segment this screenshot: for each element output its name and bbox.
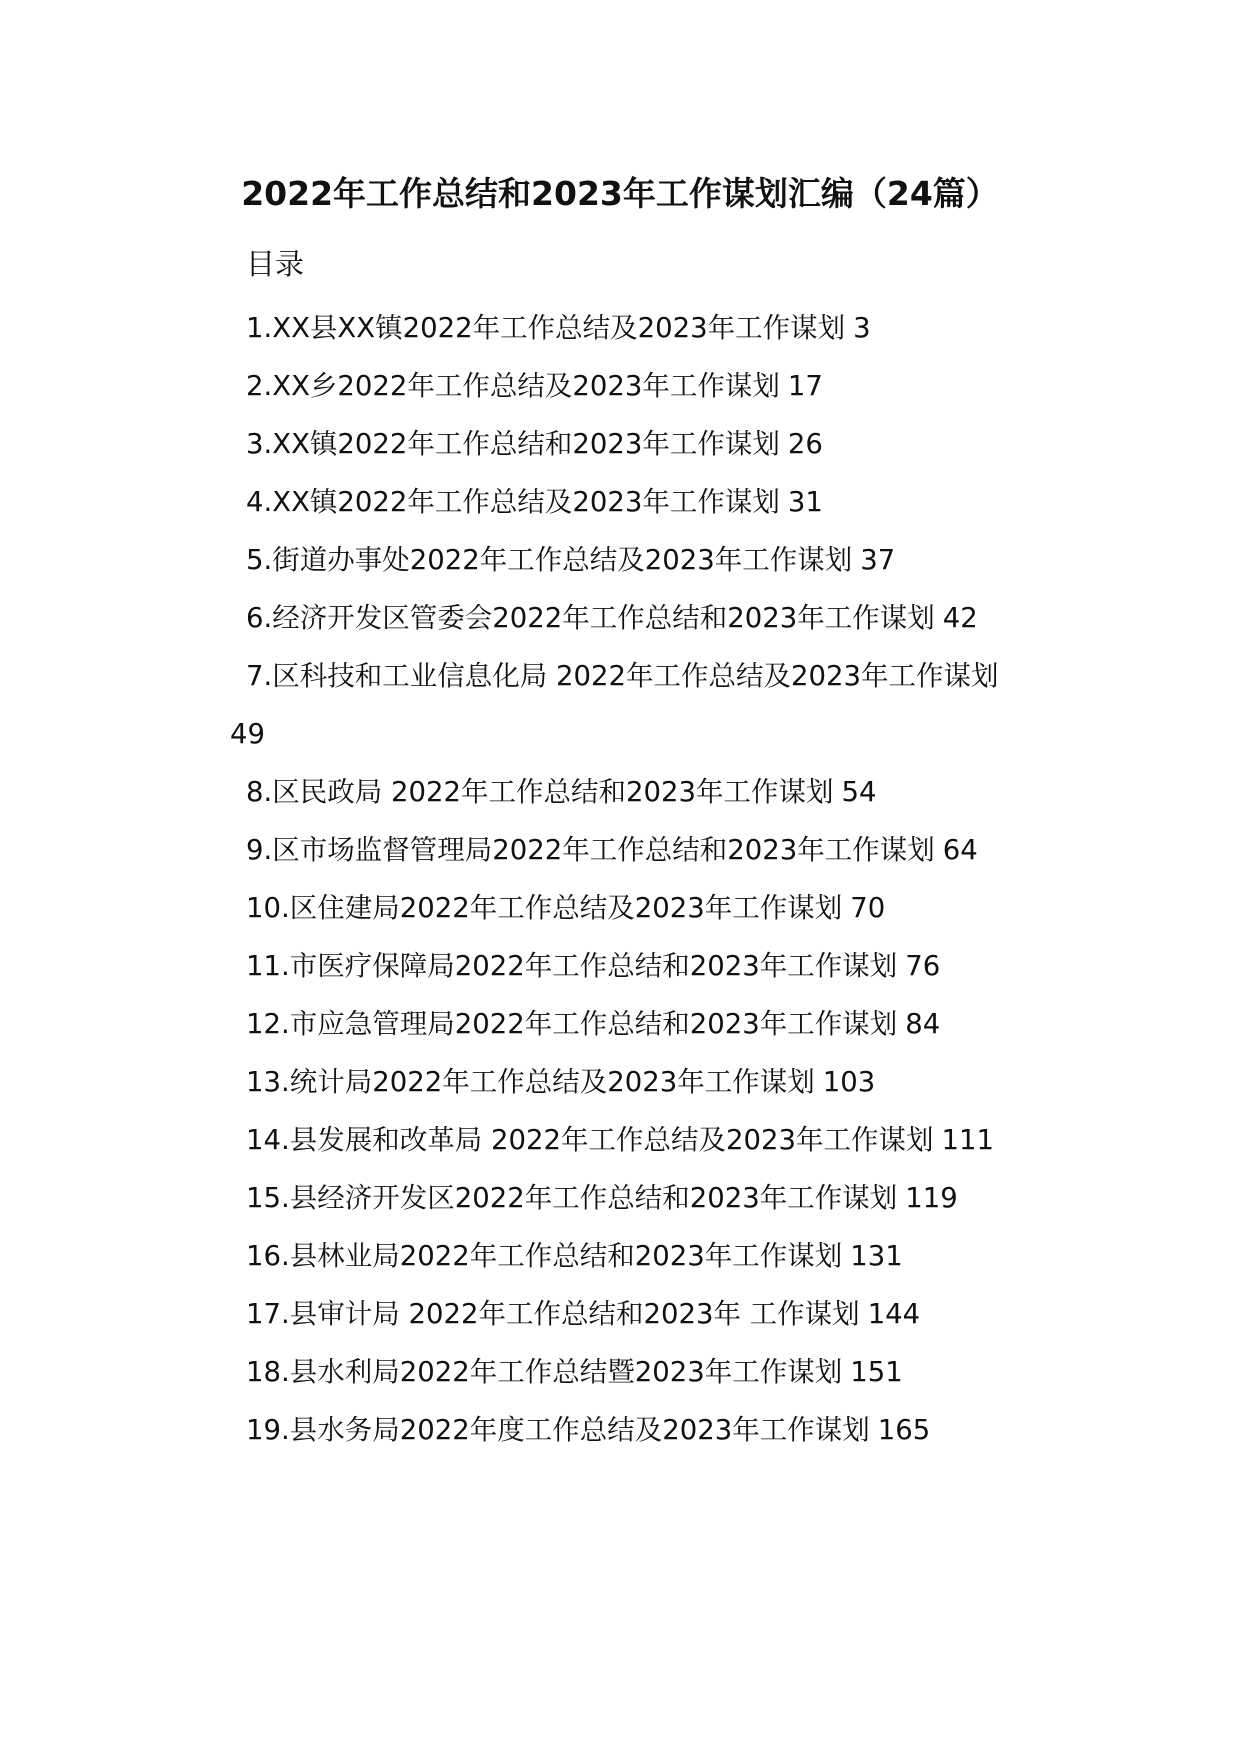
toc-entry-page: 3 (853, 312, 871, 344)
toc-entry-page: 37 (860, 544, 896, 576)
toc-entry-title: 2.XX乡2022年工作总结及2023年工作谋划 (246, 370, 780, 402)
toc-entry (246, 1352, 903, 1392)
toc-entry-page: 31 (787, 486, 823, 518)
toc-entry-page: 49 (230, 718, 265, 750)
toc-entry-title: 11.市医疗保障局2022年工作总结和2023年工作谋划 (246, 950, 898, 982)
document-title: 2022年工作总结和2023年工作谋划汇编（24篇） (241, 174, 999, 213)
toc-entry (246, 540, 895, 580)
toc-entry-title: 4.XX镇2022年工作总结及2023年工作谋划 (246, 486, 780, 518)
toc-entry-page: 84 (905, 1008, 941, 1040)
toc-entry (246, 946, 940, 986)
toc-entry-page: 70 (850, 892, 886, 924)
toc-entry (246, 1236, 903, 1276)
toc-entry-page: 17 (787, 370, 823, 402)
toc-entry-title: 8.区民政局 2022年工作总结和2023年工作谋划 (246, 776, 834, 808)
toc-entry-page: 26 (787, 428, 823, 460)
toc-heading: 目录 (246, 247, 305, 281)
toc-entry-title: 13.统计局2022年工作总结及2023年工作谋划 (246, 1066, 815, 1098)
toc-entry (246, 772, 876, 812)
toc-entry-page: 165 (877, 1414, 931, 1446)
toc-entry (246, 1062, 875, 1102)
toc-entry (246, 656, 998, 696)
toc-entry (246, 1294, 920, 1334)
toc-entry (246, 1120, 994, 1160)
toc-entry-page: 111 (941, 1124, 994, 1156)
toc-entry (246, 888, 885, 928)
toc-entry-title: 3.XX镇2022年工作总结和2023年工作谋划 (246, 428, 780, 460)
toc-entry-page: 54 (841, 776, 877, 808)
toc-entry-title: 19.县水务局2022年度工作总结及2023年工作谋划 (246, 1414, 870, 1446)
toc-entry (246, 424, 823, 464)
toc-entry-title: 5.街道办事处2022年工作总结及2023年工作谋划 (246, 544, 853, 576)
toc-entry (246, 1004, 940, 1044)
toc-entry-title: 6.经济开发区管委会2022年工作总结和2023年工作谋划 (246, 602, 935, 634)
toc-entry-page: 131 (850, 1240, 903, 1272)
toc-entry (246, 1410, 930, 1450)
toc-entry (246, 598, 978, 638)
toc-entry (246, 1178, 958, 1218)
toc-entry (246, 366, 823, 406)
toc-entry-title: 12.市应急管理局2022年工作总结和2023年工作谋划 (246, 1008, 898, 1040)
toc-entry-title: 7.区科技和工业信息化局 2022年工作总结及2023年工作谋划 (246, 660, 999, 692)
toc-entry-title: 15.县经济开发区2022年工作总结和2023年工作谋划 (246, 1182, 898, 1214)
toc-entry (246, 482, 823, 522)
toc-entry-page: 76 (905, 950, 941, 982)
toc-entry-page: 119 (905, 1182, 958, 1214)
toc-entry-page: 151 (850, 1356, 903, 1388)
toc-entry-page: 64 (942, 834, 978, 866)
toc-entry (246, 830, 978, 870)
toc-entry (246, 308, 871, 348)
toc-entry-page: 42 (942, 602, 978, 634)
toc-entry-page: 103 (822, 1066, 876, 1098)
toc-entry-title: 10.区住建局2022年工作总结及2023年工作谋划 (246, 892, 843, 924)
toc-entry-page: 144 (867, 1298, 921, 1330)
toc-entry-title: 18.县水利局2022年工作总结暨2023年工作谋划 (246, 1356, 843, 1388)
toc-entry-title: 16.县林业局2022年工作总结和2023年工作谋划 (246, 1240, 843, 1272)
toc-entry-title: 14.县发展和改革局 2022年工作总结及2023年工作谋划 (246, 1124, 934, 1156)
toc-entry-title: 9.区市场监督管理局2022年工作总结和2023年工作谋划 (246, 834, 935, 866)
toc-entry-title: 1.XX县XX镇2022年工作总结及2023年工作谋划 (246, 312, 846, 344)
toc-entry-title: 17.县审计局 2022年工作总结和2023年 工作谋划 (246, 1298, 860, 1330)
